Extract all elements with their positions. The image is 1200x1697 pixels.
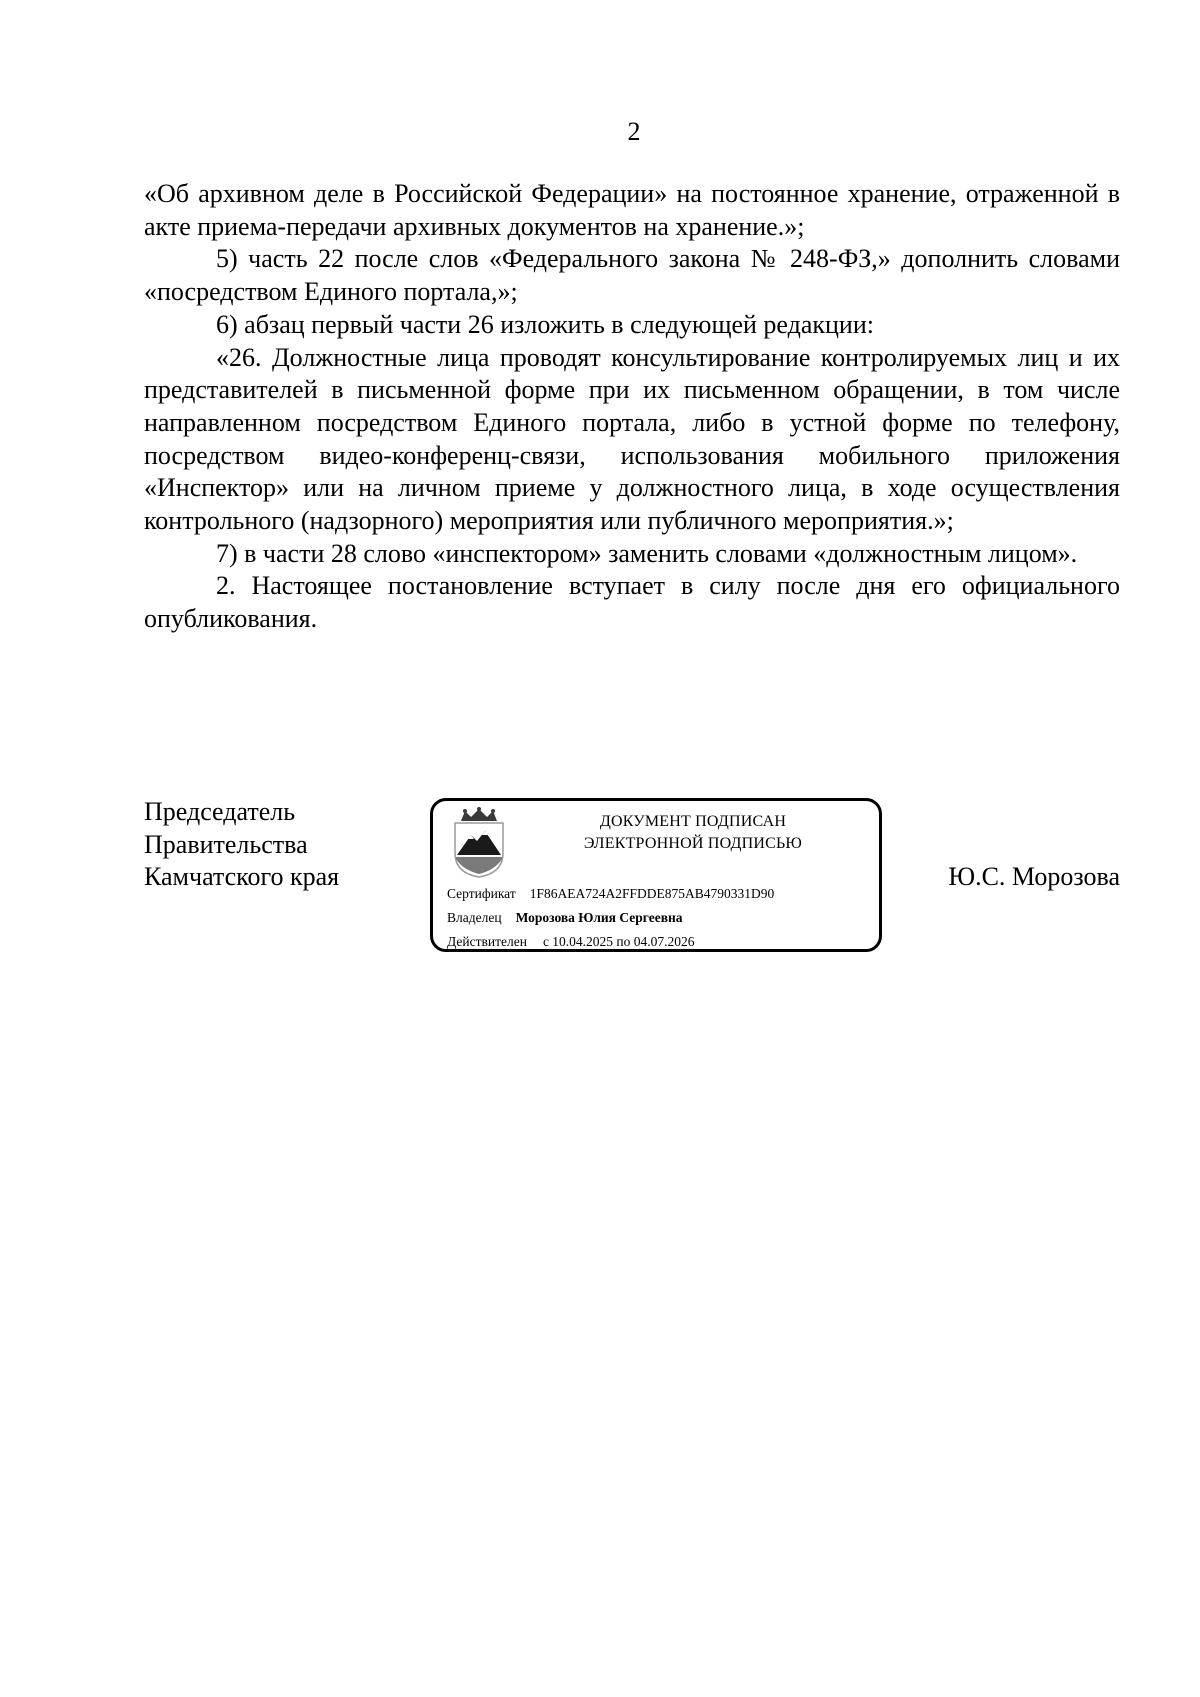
kamchatka-coat-of-arms-icon xyxy=(447,807,511,879)
paragraph: «26. Должностные лица проводят консультирование контролируемых лиц и их представителей в письменной форме при их письменном обращении, в том числе направленном посредством Единого портала, либо в устной форме по телефону, посредством видео-конференц-связи, использования мобильного приложения «Инспектор» или на личном приеме у должностного лица, в ходе осуществления контрольного (надзорного) мероприятия или публичного мероприятия.»; xyxy=(144,342,1120,536)
signer-position xyxy=(144,796,339,894)
certificate-label: Сертификат xyxy=(447,886,516,901)
owner-row xyxy=(447,909,683,927)
validity-label: Действителен xyxy=(447,934,527,949)
validity-row xyxy=(447,933,695,951)
stamp-heading-line: ЭЛЕКТРОННОЙ ПОДПИСЬЮ xyxy=(583,835,803,852)
page-number: 2 xyxy=(627,117,641,146)
stamp-heading-line: ДОКУМЕНТ ПОДПИСАН xyxy=(599,813,787,830)
stamp-heading xyxy=(523,811,863,855)
owner-value: Морозова Юлия Сергеевна xyxy=(515,910,683,925)
signer-position-line: Камчатского края xyxy=(144,862,340,891)
owner-label: Владелец xyxy=(447,910,502,925)
certificate-row xyxy=(447,885,774,903)
paragraph: 5) часть 22 после слов «Федерального закона № 248-ФЗ,» дополнить словами «посредством Единого портала,»; xyxy=(144,244,1120,307)
document-body xyxy=(144,178,1120,636)
electronic-signature-stamp xyxy=(430,798,882,952)
paragraph: 7) в части 28 слово «инспектором» заменить словами «должностным лицом». xyxy=(216,538,1078,568)
signer-position-line: Правительства xyxy=(144,829,308,859)
certificate-value: 1F86AEA724A2FFDDE875AB4790331D90 xyxy=(529,886,775,901)
paragraph: 2. Настоящее постановление вступает в силу после дня его официального опубликования. xyxy=(144,571,1120,634)
signer-position-line: Председатель xyxy=(144,797,296,826)
paragraph: «Об архивном деле в Российской Федерации» на постоянное хранение, отраженной в акте приема-передачи архивных документов на хранение.»; xyxy=(144,179,1120,241)
signer-name: Ю.С. Морозова xyxy=(948,862,1120,891)
paragraph: 6) абзац первый части 26 изложить в следующей редакции: xyxy=(216,309,874,339)
validity-value: с 10.04.2025 по 04.07.2026 xyxy=(542,934,695,949)
